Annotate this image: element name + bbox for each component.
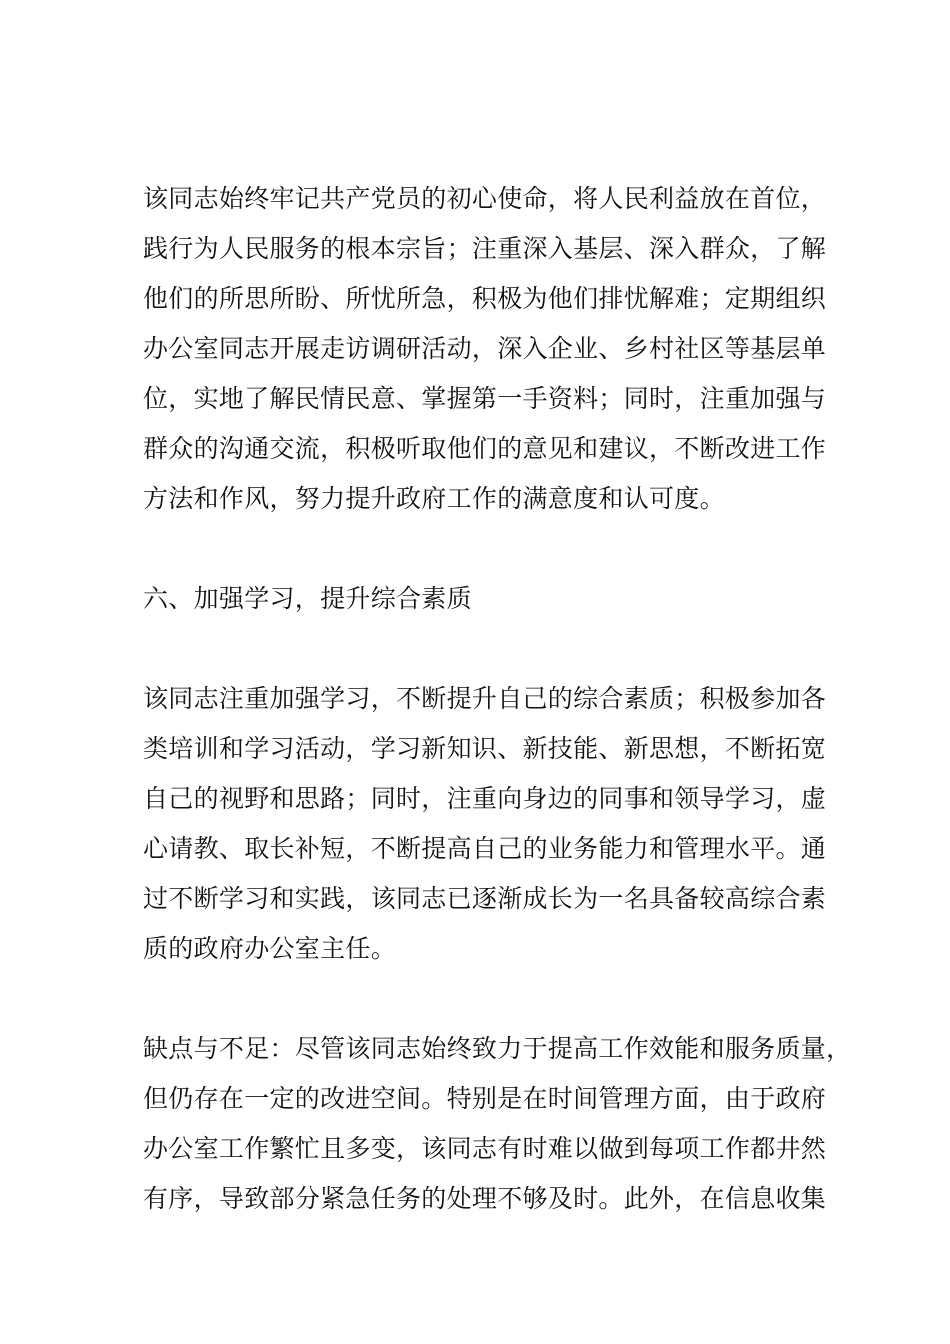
paragraph-line: 缺点与不足：尽管该同志始终致力于提高工作效能和服务质量，: [143, 1034, 852, 1063]
paragraph-service-to-people: [143, 174, 843, 524]
paragraph-line: 他们的所思所盼、所忧所急，积极为他们排忧解难；定期组织: [143, 284, 827, 313]
section-heading-learning: [143, 574, 843, 624]
paragraph-line: 践行为人民服务的根本宗旨；注重深入基层、深入群众，了解: [143, 234, 827, 263]
paragraph-line: 办公室同志开展走访调研活动，深入企业、乡村社区等基层单: [143, 334, 827, 363]
paragraph-line: 但仍存在一定的改进空间。特别是在时间管理方面，由于政府: [143, 1084, 827, 1113]
section-heading-text: 六、加强学习，提升综合素质: [143, 584, 472, 613]
paragraph-line: 类培训和学习活动，学习新知识、新技能、新思想，不断拓宽: [143, 734, 827, 763]
paragraph-line: 位，实地了解民情民意、掌握第一手资料；同时，注重加强与: [143, 384, 827, 413]
paragraph-line: 有序，导致部分紧急任务的处理不够及时。此外，在信息收集: [143, 1184, 827, 1213]
paragraph-line: 质的政府办公室主任。: [143, 934, 397, 963]
paragraph-learning: [143, 674, 843, 974]
paragraph-line: 该同志始终牢记共产党员的初心使命，将人民利益放在首位，: [143, 184, 827, 213]
paragraph-line: 该同志注重加强学习，不断提升自己的综合素质；积极参加各: [143, 684, 827, 713]
paragraph-line: 心请教、取长补短，不断提高自己的业务能力和管理水平。通: [143, 834, 827, 863]
paragraph-line: 群众的沟通交流，积极听取他们的意见和建议，不断改进工作: [143, 434, 827, 463]
paragraph-shortcomings: [143, 1024, 852, 1224]
paragraph-line: 自己的视野和思路；同时，注重向身边的同事和领导学习，虚: [143, 784, 827, 813]
paragraph-line: 方法和作风，努力提升政府工作的满意度和认可度。: [143, 484, 725, 513]
paragraph-line: 过不断学习和实践，该同志已逐渐成长为一名具备较高综合素: [143, 884, 827, 913]
paragraph-line: 办公室工作繁忙且多变，该同志有时难以做到每项工作都井然: [143, 1134, 827, 1163]
